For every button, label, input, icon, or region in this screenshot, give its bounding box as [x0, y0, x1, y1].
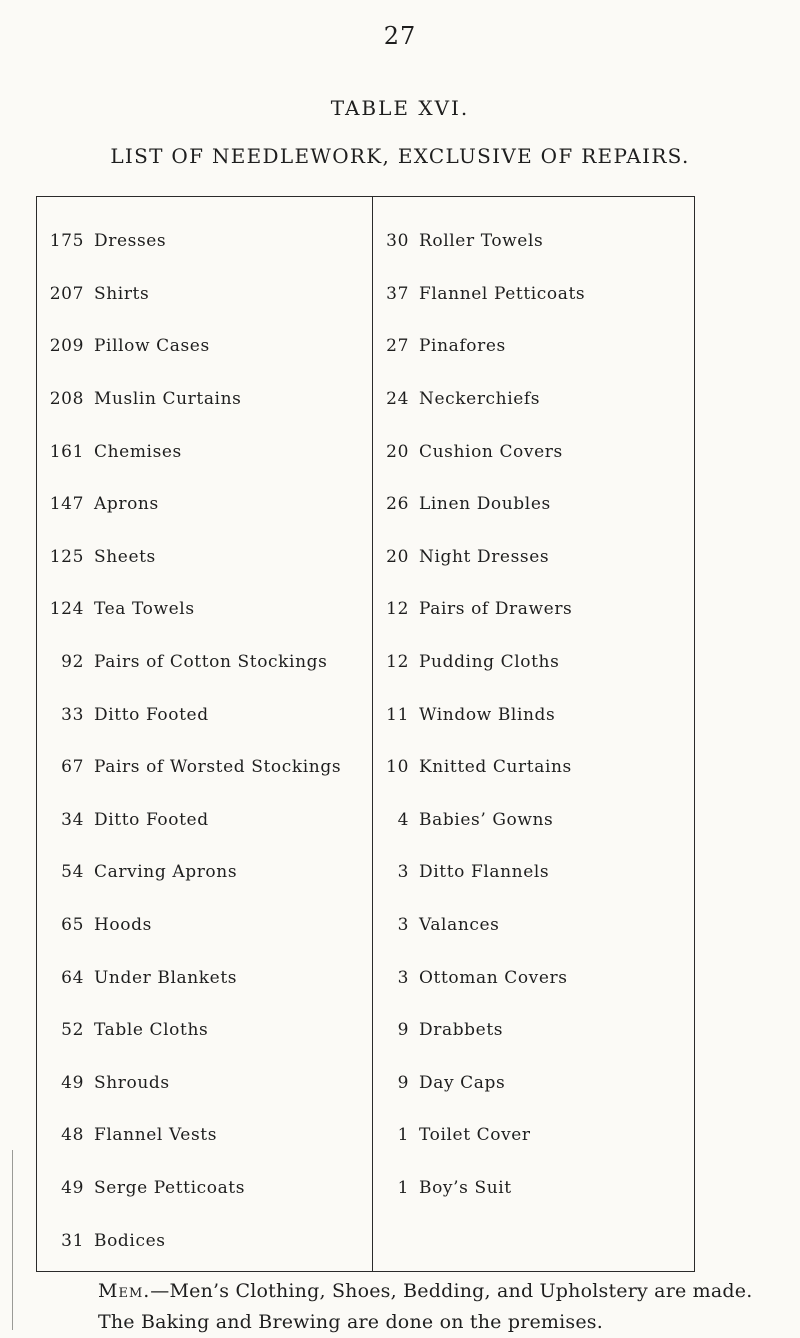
item-name: Sheets: [94, 546, 156, 567]
item-count: 37: [386, 283, 409, 304]
table-row: [37, 425, 372, 478]
item-count: 161: [49, 441, 84, 462]
table-row: [373, 531, 695, 584]
item-count: 20: [386, 546, 409, 567]
page-number: 27: [383, 22, 417, 50]
item-count: 1: [397, 1125, 409, 1146]
item-count: 207: [49, 283, 84, 304]
item-name: Muslin Curtains: [94, 389, 242, 410]
table-row: [373, 794, 695, 847]
item-name: Shrouds: [94, 1072, 170, 1093]
item-count: 34: [61, 809, 84, 830]
memo-text-1: —Men’s Clothing, Shoes, Bedding, and Upholstery are made.: [150, 1280, 753, 1302]
table-row: [37, 846, 372, 899]
table-row: [37, 951, 372, 1004]
table-row: [37, 1057, 372, 1110]
item-name: Drabbets: [419, 1020, 504, 1041]
table-row: [373, 741, 695, 794]
table-row: [373, 688, 695, 741]
item-name: Pairs of Drawers: [419, 599, 573, 620]
table-row: [373, 846, 695, 899]
item-count: 33: [61, 704, 84, 725]
item-name: Carving Aprons: [94, 862, 238, 883]
item-name: Boy’s Suit: [419, 1177, 512, 1198]
table-title: TABLE XVI.: [330, 96, 470, 120]
item-count: 175: [49, 231, 84, 252]
item-count: 9: [397, 1072, 409, 1093]
item-count: 208: [49, 389, 84, 410]
item-count: 64: [61, 967, 84, 988]
table-row: [373, 636, 695, 689]
item-count: 10: [386, 757, 409, 778]
item-count: 49: [61, 1177, 84, 1198]
table-row: [37, 741, 372, 794]
item-name: Night Dresses: [419, 546, 550, 567]
table-row: [37, 1004, 372, 1057]
table-row: [37, 899, 372, 952]
table-row: [373, 1162, 695, 1215]
item-name: Cushion Covers: [419, 441, 563, 462]
item-count: 4: [397, 809, 409, 830]
table-row: [37, 373, 372, 426]
table-row: [373, 583, 695, 636]
table-row: [373, 1109, 695, 1162]
item-name: Hoods: [94, 915, 152, 936]
table-row: [37, 1109, 372, 1162]
table-row: [37, 478, 372, 531]
table-row: [37, 215, 372, 268]
table-row: [373, 268, 695, 321]
item-name: Pillow Cases: [94, 336, 210, 357]
memo-line-2: The Baking and Brewing are done on the premises.: [98, 1311, 604, 1333]
table-row: [37, 636, 372, 689]
item-count: 124: [49, 599, 84, 620]
item-count: 3: [397, 915, 409, 936]
left-column: [37, 215, 372, 1267]
table-row: [37, 531, 372, 584]
item-name: Tea Towels: [94, 599, 195, 620]
item-count: 52: [61, 1020, 84, 1041]
item-count: 24: [386, 389, 409, 410]
item-name: Toilet Cover: [419, 1125, 531, 1146]
item-count: 49: [61, 1072, 84, 1093]
right-column: [373, 215, 695, 1214]
item-count: 12: [386, 652, 409, 673]
item-name: Flannel Petticoats: [419, 283, 586, 304]
table-row: [373, 215, 695, 268]
item-name: Ditto Footed: [94, 809, 209, 830]
item-count: 26: [386, 494, 409, 515]
item-count: 20: [386, 441, 409, 462]
item-name: Linen Doubles: [419, 494, 551, 515]
item-count: 3: [397, 862, 409, 883]
item-name: Serge Petticoats: [94, 1177, 246, 1198]
item-count: 31: [61, 1230, 84, 1251]
table-row: [373, 899, 695, 952]
item-count: 54: [61, 862, 84, 883]
table-row: [373, 951, 695, 1004]
item-name: Valances: [419, 915, 500, 936]
table-row: [37, 688, 372, 741]
memorandum-note: [98, 1276, 752, 1338]
table-row: [37, 583, 372, 636]
item-name: Knitted Curtains: [419, 757, 572, 778]
table-row: [37, 320, 372, 373]
table-row: [37, 1214, 372, 1267]
item-name: Table Cloths: [94, 1020, 209, 1041]
item-name: Pairs of Cotton Stockings: [94, 652, 328, 673]
item-count: 1: [397, 1177, 409, 1198]
item-count: 30: [386, 231, 409, 252]
table-row: [37, 794, 372, 847]
item-count: 65: [61, 915, 84, 936]
table-row: [373, 320, 695, 373]
item-name: Under Blankets: [94, 967, 238, 988]
memo-label: Mem.: [98, 1280, 151, 1302]
item-count: 209: [49, 336, 84, 357]
memo-line-1: [98, 1276, 752, 1307]
item-count: 67: [61, 757, 84, 778]
table-row: [373, 425, 695, 478]
item-count: 9: [397, 1020, 409, 1041]
item-count: 11: [386, 704, 409, 725]
item-name: Window Blinds: [419, 704, 556, 725]
item-name: Flannel Vests: [94, 1125, 218, 1146]
item-name: Aprons: [94, 494, 159, 515]
page-edge-line: [12, 1150, 13, 1330]
table-row: [373, 373, 695, 426]
table-row: [37, 268, 372, 321]
item-name: Babies’ Gowns: [419, 809, 554, 830]
table-row: [37, 1162, 372, 1215]
item-name: Dresses: [94, 231, 167, 252]
item-name: Bodices: [94, 1230, 166, 1251]
item-name: Ditto Flannels: [419, 862, 550, 883]
item-name: Ditto Footed: [94, 704, 209, 725]
table-row: [373, 1004, 695, 1057]
item-count: 147: [49, 494, 84, 515]
needlework-table: [36, 196, 695, 1272]
item-count: 27: [386, 336, 409, 357]
item-count: 48: [61, 1125, 84, 1146]
table-subtitle: LIST OF NEEDLEWORK, EXCLUSIVE OF REPAIRS.: [110, 144, 690, 168]
item-name: Pairs of Worsted Stockings: [94, 757, 342, 778]
item-count: 92: [61, 652, 84, 673]
item-name: Pinafores: [419, 336, 506, 357]
item-name: Day Caps: [419, 1072, 506, 1093]
item-name: Shirts: [94, 283, 150, 304]
item-name: Chemises: [94, 441, 182, 462]
item-name: Pudding Cloths: [419, 652, 560, 673]
item-name: Neckerchiefs: [419, 389, 541, 410]
item-name: Roller Towels: [419, 231, 544, 252]
item-name: Ottoman Covers: [419, 967, 568, 988]
item-count: 3: [397, 967, 409, 988]
table-row: [373, 478, 695, 531]
item-count: 125: [49, 546, 84, 567]
table-row: [373, 1057, 695, 1110]
item-count: 12: [386, 599, 409, 620]
